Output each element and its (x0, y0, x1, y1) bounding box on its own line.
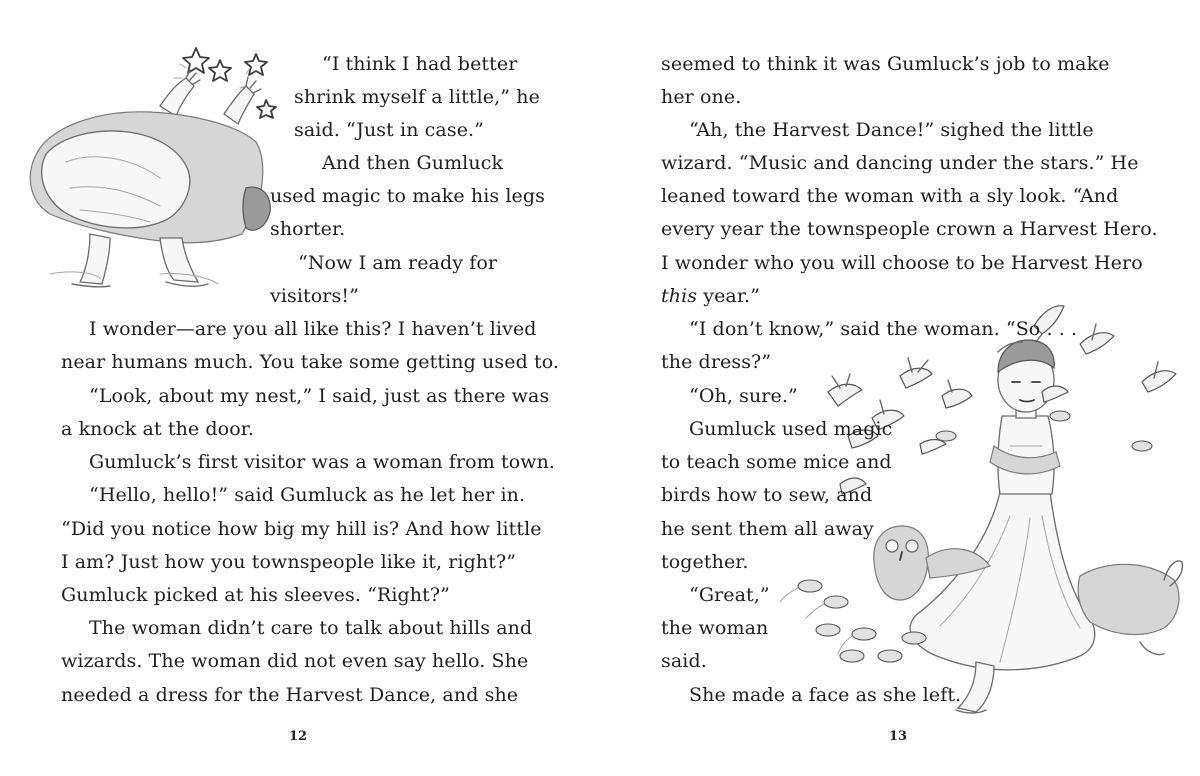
text-line: “Look, about my nest,” I said, just as there was (89, 385, 550, 407)
right-page (600, 0, 1200, 776)
text-line: She made a face as she left. (689, 684, 962, 706)
text-line: the woman (661, 617, 769, 639)
text-line: And then Gumluck (322, 152, 504, 174)
text-line: “I think I had better (322, 53, 518, 75)
page-number: 12 (288, 729, 308, 744)
text-line: he sent them all away (661, 518, 874, 540)
text-line: every year the townspeople crown a Harvest Hero. (661, 218, 1158, 240)
text-line: near humans much. You take some getting used to. (61, 351, 560, 373)
text-line: birds how to sew, and (661, 484, 873, 506)
text-line (661, 280, 760, 313)
gumluck-shrinking-illustration (10, 38, 280, 300)
text-line: to teach some mice and (661, 451, 892, 473)
text-line: shrink myself a little,” he (294, 86, 540, 108)
text-line: leaned toward the woman with a sly look. “And (661, 185, 1119, 207)
text-line: seemed to think it was Gumluck’s job to make (661, 53, 1110, 75)
text-line: Gumluck used magic (689, 418, 893, 440)
text-line: “Did you notice how big my hill is? And how little (61, 518, 542, 540)
text-line: wizards. The woman did not even say hello. She (61, 650, 529, 672)
text-line: “I don’t know,” said the woman. “So . . . (689, 318, 1078, 340)
text-line: shorter. (270, 218, 346, 240)
text-line: said. “Just in case.” (294, 119, 484, 141)
text-line: needed a dress for the Harvest Dance, and she (61, 684, 519, 706)
text-line: I am? Just how you townspeople like it, right?” (61, 551, 517, 573)
text-line: “Ah, the Harvest Dance!” sighed the little (689, 119, 1094, 141)
text-line: her one. (661, 86, 742, 108)
text-line: Gumluck’s first visitor was a woman from town. (89, 451, 556, 473)
text-line: “Now I am ready for (298, 252, 498, 274)
text-line: wizard. “Music and dancing under the stars.” He (661, 152, 1139, 174)
text-line: a knock at the door. (61, 418, 254, 440)
text-line: together. (661, 551, 749, 573)
text-line: said. (661, 650, 707, 672)
text-line: I wonder who you will choose to be Harvest Hero (661, 252, 1143, 274)
text-line-rest: year.” (697, 285, 760, 307)
text-line: “Great,” (689, 584, 770, 606)
text-line: “Oh, sure.” (689, 385, 798, 407)
text-line: used magic to make his legs (270, 185, 545, 207)
text-line: The woman didn’t care to talk about hills and (89, 617, 533, 639)
text-line: Gumluck picked at his sleeves. “Right?” (61, 584, 450, 606)
text-line: visitors!” (270, 285, 359, 307)
italic-word: this (661, 285, 698, 307)
text-line: I wonder—are you all like this? I haven’t lived (89, 318, 537, 340)
text-line: “Hello, hello!” said Gumluck as he let her in. (89, 484, 526, 506)
page-number: 13 (888, 729, 908, 744)
text-line: the dress?” (661, 351, 772, 373)
